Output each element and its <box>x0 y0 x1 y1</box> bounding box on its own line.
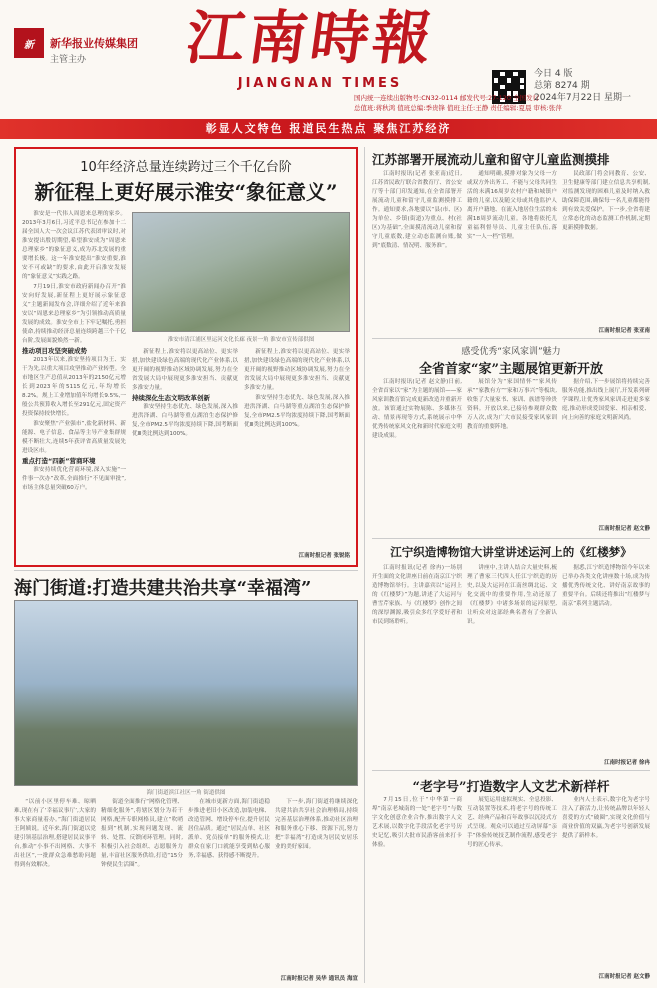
divider <box>372 770 650 771</box>
feature-headline[interactable]: 海门街道:打造共建共治共享“幸福湾” <box>14 578 312 599</box>
lead-subhead-2: 重点打造“四新”营商环境 <box>22 457 96 465</box>
right-mid-headline[interactable]: 全省首家“家”主题展馆更新开放 <box>419 362 603 377</box>
feature-column-2: 街道全面推行“网格化管理、精细化服务”,将辖区划分为若干网格,配齐专职网格员,建立“吹哨报到”机制,实现问题发现、流转、处置、反馈闭环管理。同时,积极引入社会组织、志愿服务力量,丰富社区服务供给,打造“15分钟便民生活圈”。 <box>101 799 183 868</box>
right-top-column-2: 通知明确,摸排对象为父母一方或双方外出务工、不能与父母共同生活的未满16周岁农村户籍和城镇户籍的儿童,以及随父母或其他监护人离开户籍地、在流入地居住生活的未满18周岁流动儿童。各地将依托儿童福利督导员、儿童主任队伍,落实“一人一档”管理。 <box>467 171 557 240</box>
right-bottom-column-1: 7月15日,位于“中华第一商埠”南京老城南的一处“老字号”与数字文化创意企业合作,推出数字人文艺术展,以数字化手段活化老字号历史记忆,吸引大批市民游客前来打卡体验。 <box>372 797 462 848</box>
lead-subhead-3: 持续深化生态文明改革创新 <box>132 394 210 402</box>
lead-photo <box>132 212 350 332</box>
right-low-byline: 江南时报记者 徐冉 <box>604 760 650 766</box>
group-logo-icon: 新 <box>14 28 44 58</box>
newspaper-title-english: JIANGNAN TIMES <box>237 76 403 91</box>
right-bottom-byline: 江南时报记者 赵文静 <box>598 974 650 980</box>
lead-column-3: 新征程上,淮安将以更高站位、更实举措,加快建设绿色高端的现代化产业体系,以更开阔的视野推动区域协调发展,努力在全省发展大局中展现更多淮安担当、贡献更多淮安力量。 淮安坚持生态优先、绿色发展,深入推进洪泽湖、白马湖等重点湖泊生态保护修复,全市PM2.5平均浓度持续下降,国考断面优Ⅲ类比例达到100%。 <box>244 349 350 428</box>
lead-byline: 江南时报记者 张锐铭 <box>298 553 350 559</box>
feature-column-3: 在城市更新方面,海门街道稳步推进老旧小区改造,加装电梯、改造管网、增设停车位,提升居民居住品质。通过“居民点单、社区派单、党员接单”的服务模式,让群众在家门口就能享受到贴心服务,幸福感、获得感不断提升。 <box>188 799 270 859</box>
lead-subhead-1: 推动项目攻坚突破成势 <box>22 347 87 355</box>
lead-headline[interactable]: 新征程上更好展示淮安“象征意义” <box>34 180 338 204</box>
group-logo-text: 新华报业传媒集团 <box>50 37 138 50</box>
divider <box>372 338 650 339</box>
feature-byline: 江南时报记者 吴华 通讯员 海宣 <box>280 976 358 982</box>
right-low-column-3: 据悉,江宁织造博物馆今年以来已举办各类文化讲座数十场,成为传播优秀传统文化、讲好南京故事的重要平台。后续还将推出“红楼梦与南京”系列主题活动。 <box>562 565 650 607</box>
right-bottom-column-3: 业内人士表示,数字化为老字号注入了新活力,让传统品牌以年轻人喜爱的方式“破圈”,实现文化价值与商业价值的双赢,为老字号创新发展提供了新样本。 <box>562 797 650 839</box>
divider <box>372 538 650 539</box>
issue-date: 2024年7月22日 星期一 <box>534 93 631 103</box>
group-sub: 主管主办 <box>50 55 87 65</box>
lead-photo-caption: 淮安市清江浦区里运河文化长廊 夜景一角 淮安市宣传部供图 <box>167 337 315 343</box>
right-low-headline[interactable]: 江宁织造博物馆大讲堂讲述运河上的《红楼梦》 <box>390 545 632 559</box>
right-low-column-2: 讲座中,主讲人结合大量史料,梳理了曹家三代四人任江宁织造的历史,以及大运河在江南丝绸北运、文化交流中的重要作用,生动还原了《红楼梦》中诸多场景的运河原型,让听众对这部经典名著有了全新认识。 <box>467 565 557 625</box>
right-mid-column-2: 展馆分为“家国情怀”“家风传承”“家教有方”“家和万事兴”等板块,收集了大量家书、家训、族谱等珍贵资料。开放以来,已接待参观群众数万人次,成为广大市民接受家风家训教育的重要阵地。 <box>467 379 557 430</box>
column-divider <box>364 147 365 983</box>
right-top-column-1: 江南时报讯(记者 张亚南)近日,江苏省民政厅联合省教育厅、省公安厅等十部门印发通知,在全省部署开展流动儿童和留守儿童监测摸排工作。通知要求,各地要以“县(市、区)为单位、乡镇(街道)为重点、村(社区)为基础”,全面摸清流动儿童和留守儿童底数,建立动态监测台账,做到“底数清、情况明、服务准”。 <box>372 171 462 249</box>
issue-number: 今日 4 版 <box>534 69 573 79</box>
right-top-column-3: 民政部门将会同教育、公安、卫生健康等部门建立信息共享机制,对监测发现的困难儿童及时纳入救助保障范围,确保每一名儿童都能得到有效关爱保护。下一步,全省将建立常态化的动态监测工作机制,定期更新摸排数据。 <box>562 171 650 231</box>
feature-photo-caption: 海门街道滨江社区一角 街道供图 <box>146 790 226 796</box>
feature-column-4: 下一步,海门街道将继续深化共建共治共享社会治理格局,持续完善基层治理体系,推动社区治理和服务重心下移、资源下沉,努力把“幸福湾”打造成为居民安居乐业的美好家园。 <box>275 799 358 850</box>
newspaper-title: 江南時報 <box>182 4 440 72</box>
divider <box>14 570 358 571</box>
right-mid-byline: 江南时报记者 赵文静 <box>598 526 650 532</box>
total-issue: 总第 8274 期 <box>534 81 590 91</box>
feature-photo <box>14 600 358 786</box>
feature-column-1: “以前小区里停车难、晾晒难,现在有了‘幸福议事厅’,大家的事大家商量着办。”海门街道居民王阿姨说。近年来,海门街道以党建引领基层治理,搭建居民议事平台,推动“小事不出网格、大事不出社区”,一批群众急难愁盼问题得到有效解决。 <box>14 799 96 868</box>
right-top-headline[interactable]: 江苏部署开展流动儿童和留守儿童监测摸排 <box>372 152 610 167</box>
slogan-banner: 彰显人文特色 报道民生热点 聚焦江苏经济 <box>0 119 657 139</box>
lead-column-1: 淮安是一代伟人周恩来总理的家乡。2013年3月6日,习近平总书记在参加十二届全国人大一次会议江苏代表团审议时,对淮安提出殷切期望,希望淮安成为“周恩来总理家乡”的象征意义,成为苏北发展的重要增长极。这一年淮安提出“淮安重要,淮安不可或缺”的要求,由此开启淮安发展的“象征意义”实践之路。 7月19日,淮安市政府新闻办召开“淮安向好发展,新征程上更好展示象征意义”主题新闻发布会,详细介绍了近年来淮安以“周恩来总理家乡”为引领推动高质量发展的成效。淮安全市上下牢记嘱托,勇担使命,持续推动经济总量连续跨越三个千亿台阶,发展面貌焕然一新。 推动项目攻坚突破成势 2013年以来,淮安坚持项目为王、实干为先,以重大项目攻坚推动产业转型。全市地区生产总值从2013年的2150亿元增长到2023年的5115亿元,年均增长8.2%。规上工业增加值年均增长9.5%,一般公共预算收入增长至291亿元,固定资产投资保持较快增长。 淮安聚焦“产业强市”,盐化新材料、新能源、电子信息、食品等主导产业集群规模不断壮大,连续5年获评省高质量发展先进设区市。 重点打造“四新”营商环境 淮安持续优化营商环境,深入实施“一件事一次办”改革,全面推行“不见面审批”,市场主体总量突破60万户。 <box>22 211 126 491</box>
right-bottom-column-2: 展览运用虚拟现实、全息投影、互动装置等技术,将老字号的传统工艺、经典产品和百年故事以沉浸式方式呈现。观众可以通过互动屏幕“亲手”体验传统技艺制作流程,感受老字号的匠心传承。 <box>467 797 557 848</box>
right-low-column-1: 江南时报讯(记者 徐冉)一场别开生面的文化讲座日前在南京江宁织造博物馆举行。主讲嘉宾以“运河上的《红楼梦》”为题,讲述了大运河与曹雪芹家族、与《红楼梦》创作之间的深厚渊源,吸引众多红学爱好者和市民到场聆听。 <box>372 565 462 625</box>
lead-kicker: 10年经济总量连续跨过三个千亿台阶 <box>80 160 292 175</box>
right-mid-column-1: 江南时报讯(记者 赵文静)日前,全省首家以“家”为主题的展馆——家风家训教育馆完成更新改造并重新开放。该馆通过实物展陈、多媒体互动、情景再现等方式,系统展示中华优秀传统家风文化和新时代家庭文明建设成果。 <box>372 379 462 439</box>
right-mid-column-3: 据介绍,下一步展馆将持续完善服务功能,推出线上展厅,开发系列研学课程,让优秀家风家训走进更多家庭,推动形成爱国爱家、相亲相爱、向上向善的家庭文明新风尚。 <box>562 379 650 421</box>
right-bottom-headline[interactable]: “老字号”打造数字人文艺术新样杆 <box>412 780 610 795</box>
right-mid-kicker: 感受优秀“家风家训”魅力 <box>461 347 561 357</box>
right-top-byline: 江南时报记者 张亚南 <box>598 328 650 334</box>
publication-info: 国内统一连续出版物号:CN32-0114 邮发代号:27-120 全国发行 总值班:蒋秋鸿 值班总编:季贵锋 值班主任:王静 责任编辑:夏晨 审核:张萍 <box>354 94 562 112</box>
group-logo <box>14 28 164 74</box>
lead-column-2: 新征程上,淮安将以更高站位、更实举措,加快建设绿色高端的现代化产业体系,以更开阔的视野推动区域协调发展,努力在全省发展大局中展现更多淮安担当、贡献更多淮安力量。 持续深化生态文明改革创新 淮安坚持生态优先、绿色发展,深入推进洪泽湖、白马湖等重点湖泊生态保护修复,全市PM2.5平均浓度持续下降,国考断面优Ⅲ类比例达到100%。 <box>132 349 238 437</box>
